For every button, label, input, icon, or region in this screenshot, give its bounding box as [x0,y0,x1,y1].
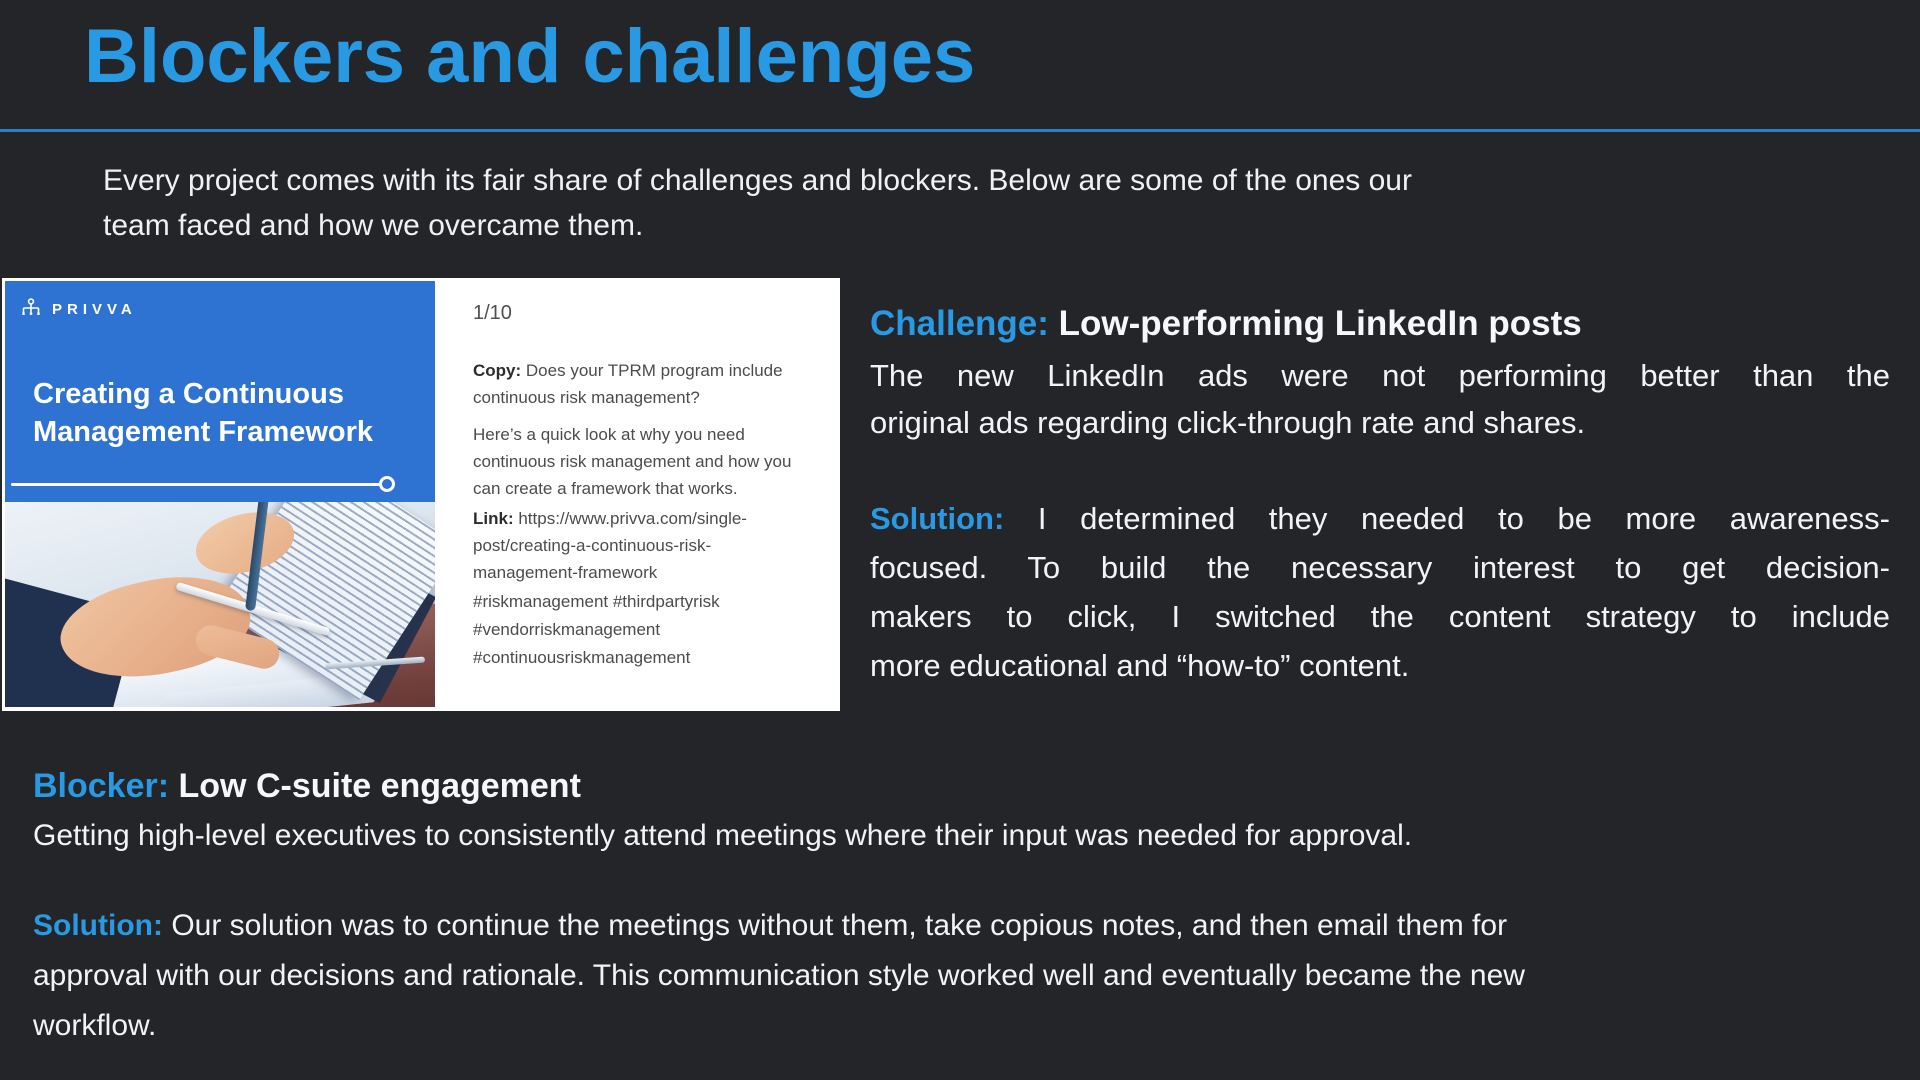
blocker-label: Blocker: [33,767,170,805]
link-label: Link: [473,509,514,528]
solution-body-right: Solution: I determined they needed to be more awareness- focused. To build the necessary interest to get decision- makers to click, I switched the content strategy to include more educational and “how-to” content. [870,494,1890,690]
solution-bottom-label: Solution: [33,909,163,942]
text-line: workflow. [33,1009,157,1042]
text-line: team faced and how we overcame them. [103,209,644,242]
solution-label: Solution: [870,501,1005,536]
text-line: original ads regarding click-through rate and shares. [870,405,1586,440]
text-line: #riskmanagement #thirdpartyrisk [473,592,720,611]
post-copy-text: Copy: Does your TPRM program include continuous risk management? [473,357,825,411]
poster-headline [33,375,373,451]
text-line: post/creating-a-continuous-risk- [473,536,712,555]
post-photo [5,502,435,707]
text-line: more educational and “how-to” content. [870,648,1410,683]
text-line: Here’s a quick look at why you need [473,425,745,444]
intro-text [103,158,1412,248]
blocker-body [33,813,1412,858]
post-pagination: 1/10 [473,302,512,324]
text-line: makers to click, I switched the content strategy to include [870,599,1890,634]
poster-divider-dot [379,476,395,492]
post-copy-column [473,302,825,672]
text-line: can create a framework that works. [473,479,738,498]
linkedin-post-preview-card [2,278,840,711]
challenge-title: Low-performing LinkedIn posts [1058,304,1582,343]
page-title: Blockers and challenges [84,14,976,99]
blocker-title: Low C-suite engagement [178,767,581,805]
blocker-heading [33,766,581,806]
challenge-heading [870,304,1582,344]
poster-divider-line [11,483,381,486]
text-line: #continuousriskmanagement [473,648,691,667]
post-description [473,421,825,502]
text-line: Creating a Continuous [33,378,344,410]
copy-label: Copy: [473,361,522,380]
text-line: management-framework [473,563,658,582]
post-link: Link: https://www.privva.com/single- post/creating-a-continuous-risk- management-framework [473,505,825,586]
text-line: continuous risk management? [473,388,700,407]
text-line: Every project comes with its fair share of challenges and blockers. Below are some of the ones our [103,164,1412,197]
org-chart-icon [19,297,43,321]
brand-logo [19,297,137,321]
text-line: Management Framework [33,416,374,448]
text-line: The new LinkedIn ads were not performing better than the [870,358,1890,393]
text-line: Getting high-level executives to consistently attend meetings where their input was needed for approval. [33,819,1413,852]
text-line: focused. To build the necessary interest to get decision- [870,550,1890,585]
challenge-body [870,352,1890,446]
challenge-label: Challenge: [870,304,1049,343]
text-line: approval with our decisions and rationale. This communication style worked well and eventually became the new [33,959,1525,992]
text-line: #vendorriskmanagement [473,620,661,639]
text-line: continuous risk management and how you [473,452,792,471]
post-hashtags [473,588,825,672]
post-poster-image [5,281,435,502]
brand-name: PRIVVA [52,300,137,318]
title-divider-rule [0,129,1920,132]
solution-body-bottom: Solution: Our solution was to continue the meetings without them, take copious notes, and then email them for approval with our decisions and rationale. This communication style worked well and eventually became the new workflow. [33,901,1903,1051]
